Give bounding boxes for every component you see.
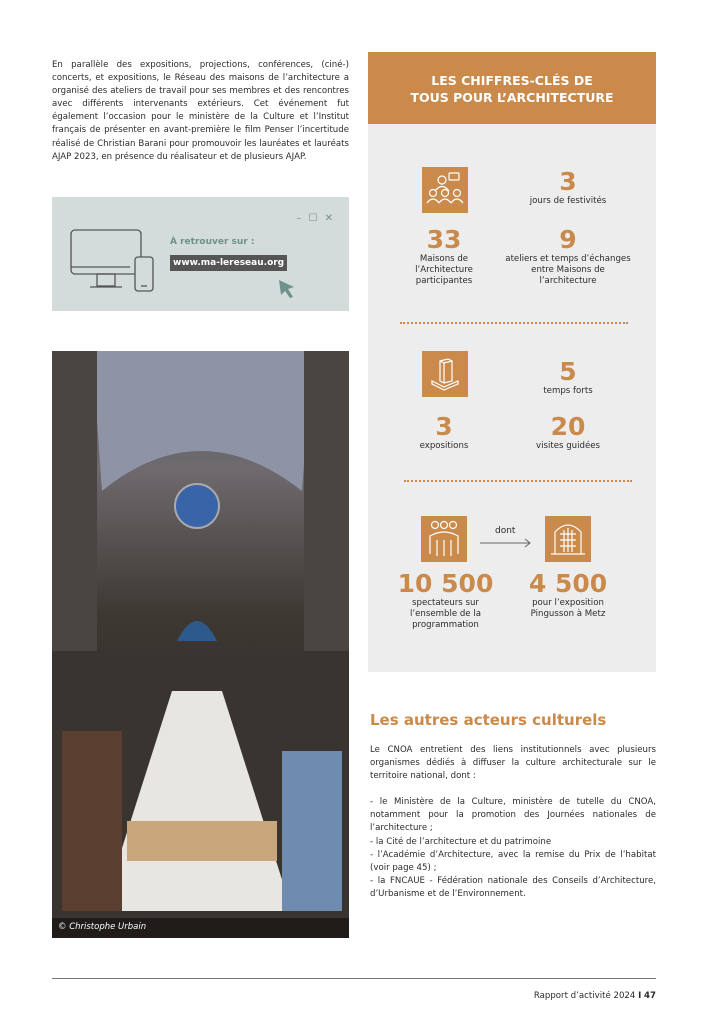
stat-label: pour l’exposition Pingusson à Metz: [530, 598, 606, 619]
arrow-label: dont: [495, 526, 516, 536]
hall-illustration: [52, 351, 349, 938]
key-figures-panel: [368, 52, 656, 672]
dotted-divider: [404, 480, 632, 482]
stat-value: 3: [435, 412, 453, 441]
stat-label: ateliers et temps d’échanges entre Maisons de l’architecture: [505, 254, 631, 286]
list-item: - le Ministère de la Culture, ministère de tutelle du CNOA, notamment pour la promotion des Journées nationales de l’architecture ;: [370, 797, 656, 834]
panel-title-line2: TOUS POUR L’ARCHITECTURE: [410, 90, 614, 105]
panel-title-line1: LES CHIFFRES-CLÉS DE: [431, 73, 593, 88]
intro-paragraph: En parallèle des expositions, projections, conférences, (ciné-) concerts, et expositions, le Réseau des maisons de l’architecture a organisé des ateliers de travail pour ses membres et des rencontres avec différents intervenants extérieurs. Cet événement fut également l’occasion pour le ministère de la Culture et l’Institut français de présenter en avant-première le film Penser l’incertitude réalisé de Christian Barani pour promouvoir les lauréates et lauréats AJAP 2023, en présence du réalisateur et de plusieurs AJAP.: [52, 60, 349, 162]
stat-value: 3: [559, 167, 577, 196]
promo-label: À retrouver sur :: [170, 237, 255, 247]
stat-value: 4 500: [528, 569, 608, 598]
website-promo-box: [52, 197, 349, 311]
audience-icon: [421, 516, 467, 562]
cursor-icon: [278, 279, 296, 299]
list-item: - la Cité de l’architecture et du patrimoine: [370, 836, 552, 847]
stat-value: 9: [559, 225, 577, 254]
page-footer: [534, 991, 656, 1001]
stat-value: 20: [550, 412, 586, 441]
section-intro: Le CNOA entretient des liens institutionnels avec plusieurs organismes dédiés à diffuser la culture architecturale sur le territoire national, dont :: [370, 745, 656, 782]
arrow-right-icon: [480, 538, 532, 548]
list-item: - l’Académie d’Architecture, avec la remise du Prix de l’habitat (voir page 45) ;: [370, 849, 656, 873]
window-controls-icon: – ☐ ✕: [296, 213, 335, 224]
stat-value: 10 500: [397, 569, 494, 598]
panel-header: [368, 52, 656, 124]
stat-label: spectateurs sur l’ensemble de la programmation: [410, 598, 481, 630]
people-discussion-icon: [422, 167, 468, 213]
footer-divider: [52, 978, 656, 979]
building-facade-icon: [545, 516, 591, 562]
computer-phone-icon: [68, 227, 158, 295]
dotted-divider: [400, 322, 628, 324]
list-item: - la FNCAUE - Fédération nationale des Conseils d’Architecture, d’Urbanisme et de l’Environnement.: [370, 875, 656, 899]
building-model-icon: [422, 351, 468, 397]
stat-label: expositions: [419, 441, 469, 451]
stat-label: temps forts: [543, 386, 593, 396]
page-number: 47: [644, 991, 656, 1001]
section-heading: Les autres acteurs culturels: [370, 711, 607, 729]
stat-label: Maisons de l’Architecture participantes: [415, 254, 473, 286]
stat-value: 5: [559, 357, 577, 386]
stat-label: jours de festivités: [529, 196, 607, 206]
stat-value: 33: [426, 225, 462, 254]
event-photo: [52, 351, 349, 938]
footer-text: Rapport d’activité 2024: [533, 991, 636, 1001]
footer-separator: I: [638, 991, 642, 1001]
website-link[interactable]: www.ma-lereseau.org: [170, 255, 287, 271]
section-body: [370, 744, 656, 901]
photo-credit: © Christophe Urbain: [52, 918, 349, 938]
stat-label: visites guidées: [536, 441, 600, 451]
